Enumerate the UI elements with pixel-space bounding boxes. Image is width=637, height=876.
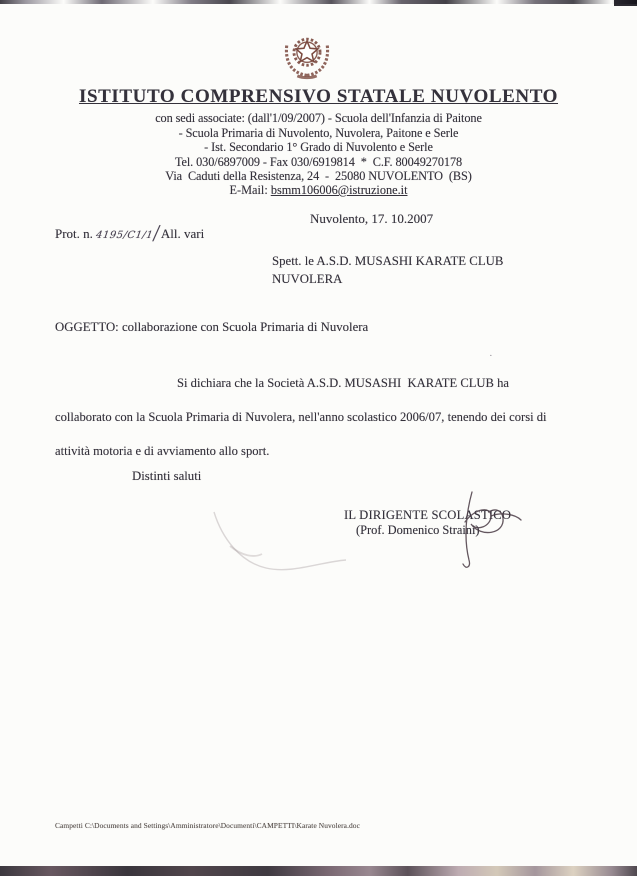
protocol-line: Prot. n. 4195/C1/1/All. vari <box>55 221 205 247</box>
footer-file-path: Campetti C:\Documents and Settings\Amministratore\Documenti\CAMPETTI\Karate Nuvolera.doc <box>55 821 360 830</box>
letterhead-line: - Ist. Secondario 1° Grado di Nuvolento e Serle <box>204 140 433 154</box>
subject-line: OGGETTO: collaborazione con Scuola Primaria di Nuvolera <box>55 320 369 334</box>
body-line: attività motoria e di avviamento allo sport. <box>55 444 270 458</box>
letterhead-line: - Scuola Primaria di Nuvolento, Nuvolera, Paitone e Serle <box>178 125 459 140</box>
letterhead-line: Tel. 030/6897009 - Fax 030/6919814 * C.F. 80049270178 <box>174 154 463 169</box>
scan-artifact-bottom-edge <box>0 866 637 876</box>
body-line: Si dichiara che la Società A.S.D. MUSASHI KARATE CLUB ha <box>177 376 509 390</box>
letterhead-email-line <box>0 183 637 198</box>
scan-speck: · <box>489 350 493 362</box>
protocol-suffix: All. vari <box>160 226 205 241</box>
body-line: collaborato con la Scuola Primaria di Nuvolera, nell'anno scolastico 2006/07, tenendo dei corsi di <box>55 410 547 424</box>
scan-artifact-top-edge <box>0 0 637 4</box>
recipient-line-1: Spett. le A.S.D. MUSASHI KARATE CLUB <box>272 254 504 268</box>
letterhead-line: Via Caduti della Resistenza, 24 - 25080 NUVOLENTO (BS) <box>165 169 472 183</box>
email-address: bsmm106006@istruzione.it <box>270 183 408 197</box>
protocol-number-handwritten: 4195/C1/1 <box>95 230 155 241</box>
protocol-label: Prot. n. <box>55 226 97 241</box>
scan-bleed-mark <box>200 500 360 590</box>
closing-salutation: Distinti saluti <box>132 469 202 483</box>
signer-role: IL DIRIGENTE SCOLASTICO <box>344 508 512 522</box>
email-label: E-Mail: <box>229 183 271 197</box>
scan-artifact-corner <box>614 0 637 6</box>
institution-title: ISTITUTO COMPRENSIVO STATALE NUVOLENTO <box>78 86 559 107</box>
recipient-line-2: NUVOLERA <box>272 272 343 286</box>
place-and-date: Nuvolento, 17. 10.2007 <box>310 211 434 226</box>
recipient-block <box>272 252 503 288</box>
italian-republic-emblem-icon <box>278 30 336 86</box>
signer-name: (Prof. Domenico Straini) <box>356 523 480 537</box>
letterhead-line: con sedi associate: (dall'1/09/2007) - Scuola dell'Infanzia di Paitone <box>155 111 482 125</box>
